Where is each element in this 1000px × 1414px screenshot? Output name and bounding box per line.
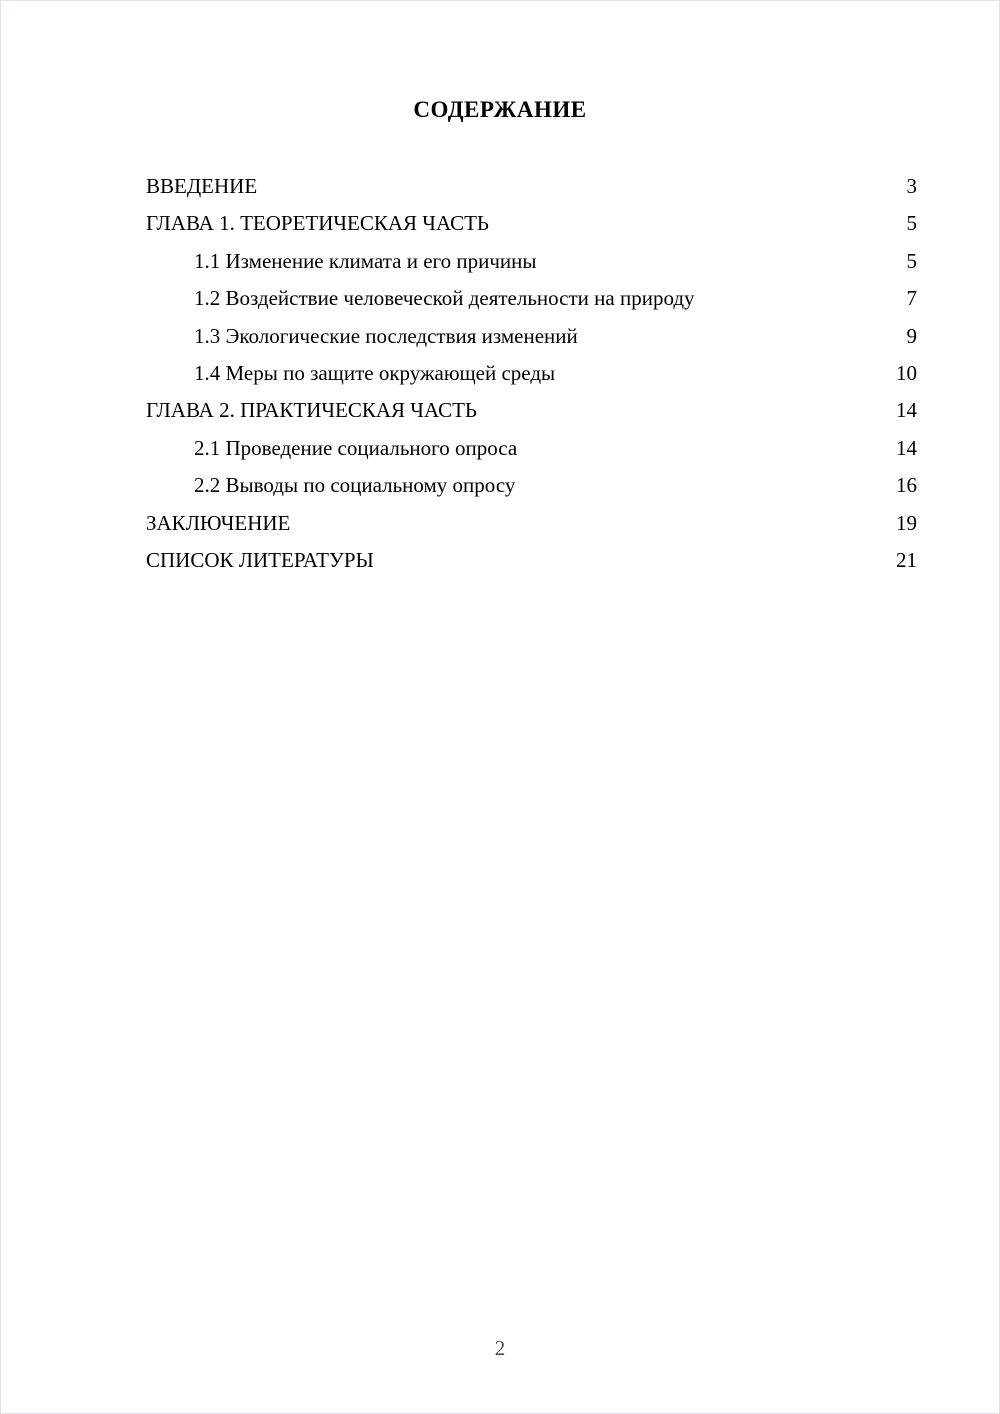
toc-entry-label: 2.1 Проведение социального опроса bbox=[194, 435, 518, 460]
toc-entry bbox=[146, 205, 917, 242]
toc-entry-label: 1.2 Воздействие человеческой деятельности на природу bbox=[194, 286, 695, 311]
toc-entry bbox=[146, 280, 917, 317]
toc-entry-page: 10 bbox=[896, 361, 917, 386]
toc-entry bbox=[146, 243, 917, 280]
toc-entry-page: 9 bbox=[906, 323, 917, 348]
toc-entry bbox=[146, 542, 917, 579]
toc-entry bbox=[146, 467, 917, 504]
toc-entry-page: 7 bbox=[906, 286, 917, 311]
toc-entry-page: 14 bbox=[896, 435, 917, 460]
toc-entry-page: 19 bbox=[896, 510, 917, 535]
toc-entry bbox=[146, 318, 917, 355]
toc-entry-page: 5 bbox=[906, 248, 917, 273]
toc-entry bbox=[146, 392, 917, 429]
toc-entry bbox=[146, 430, 917, 467]
toc-entry-label: ЗАКЛЮЧЕНИЕ bbox=[146, 510, 291, 535]
toc-entry-page: 5 bbox=[906, 211, 917, 236]
toc-entry-label: 2.2 Выводы по социальному опросу bbox=[194, 473, 516, 498]
toc-entry-label: ВВЕДЕНИЕ bbox=[146, 174, 258, 198]
table-of-contents bbox=[146, 168, 917, 579]
toc-entry-page: 3 bbox=[906, 174, 917, 198]
toc-entry-page: 14 bbox=[896, 398, 917, 423]
page-number: 2 bbox=[494, 1336, 506, 1360]
toc-entry-label: 1.3 Экологические последствия изменений bbox=[194, 323, 578, 348]
toc-entry-page: 16 bbox=[896, 473, 917, 498]
toc-entry-page: 21 bbox=[896, 548, 917, 573]
toc-entry-label: 1.1 Изменение климата и его причины bbox=[194, 248, 537, 273]
toc-entry bbox=[146, 505, 917, 542]
toc-entry bbox=[146, 168, 917, 205]
toc-entry-label: ГЛАВА 1. ТЕОРЕТИЧЕСКАЯ ЧАСТЬ bbox=[146, 211, 489, 236]
toc-entry-label: 1.4 Меры по защите окружающей среды bbox=[194, 361, 556, 386]
toc-entry bbox=[146, 355, 917, 392]
page-title: СОДЕРЖАНИЕ bbox=[413, 97, 587, 122]
toc-entry-label: СПИСОК ЛИТЕРАТУРЫ bbox=[146, 548, 374, 573]
toc-entry-label: ГЛАВА 2. ПРАКТИЧЕСКАЯ ЧАСТЬ bbox=[146, 398, 477, 423]
